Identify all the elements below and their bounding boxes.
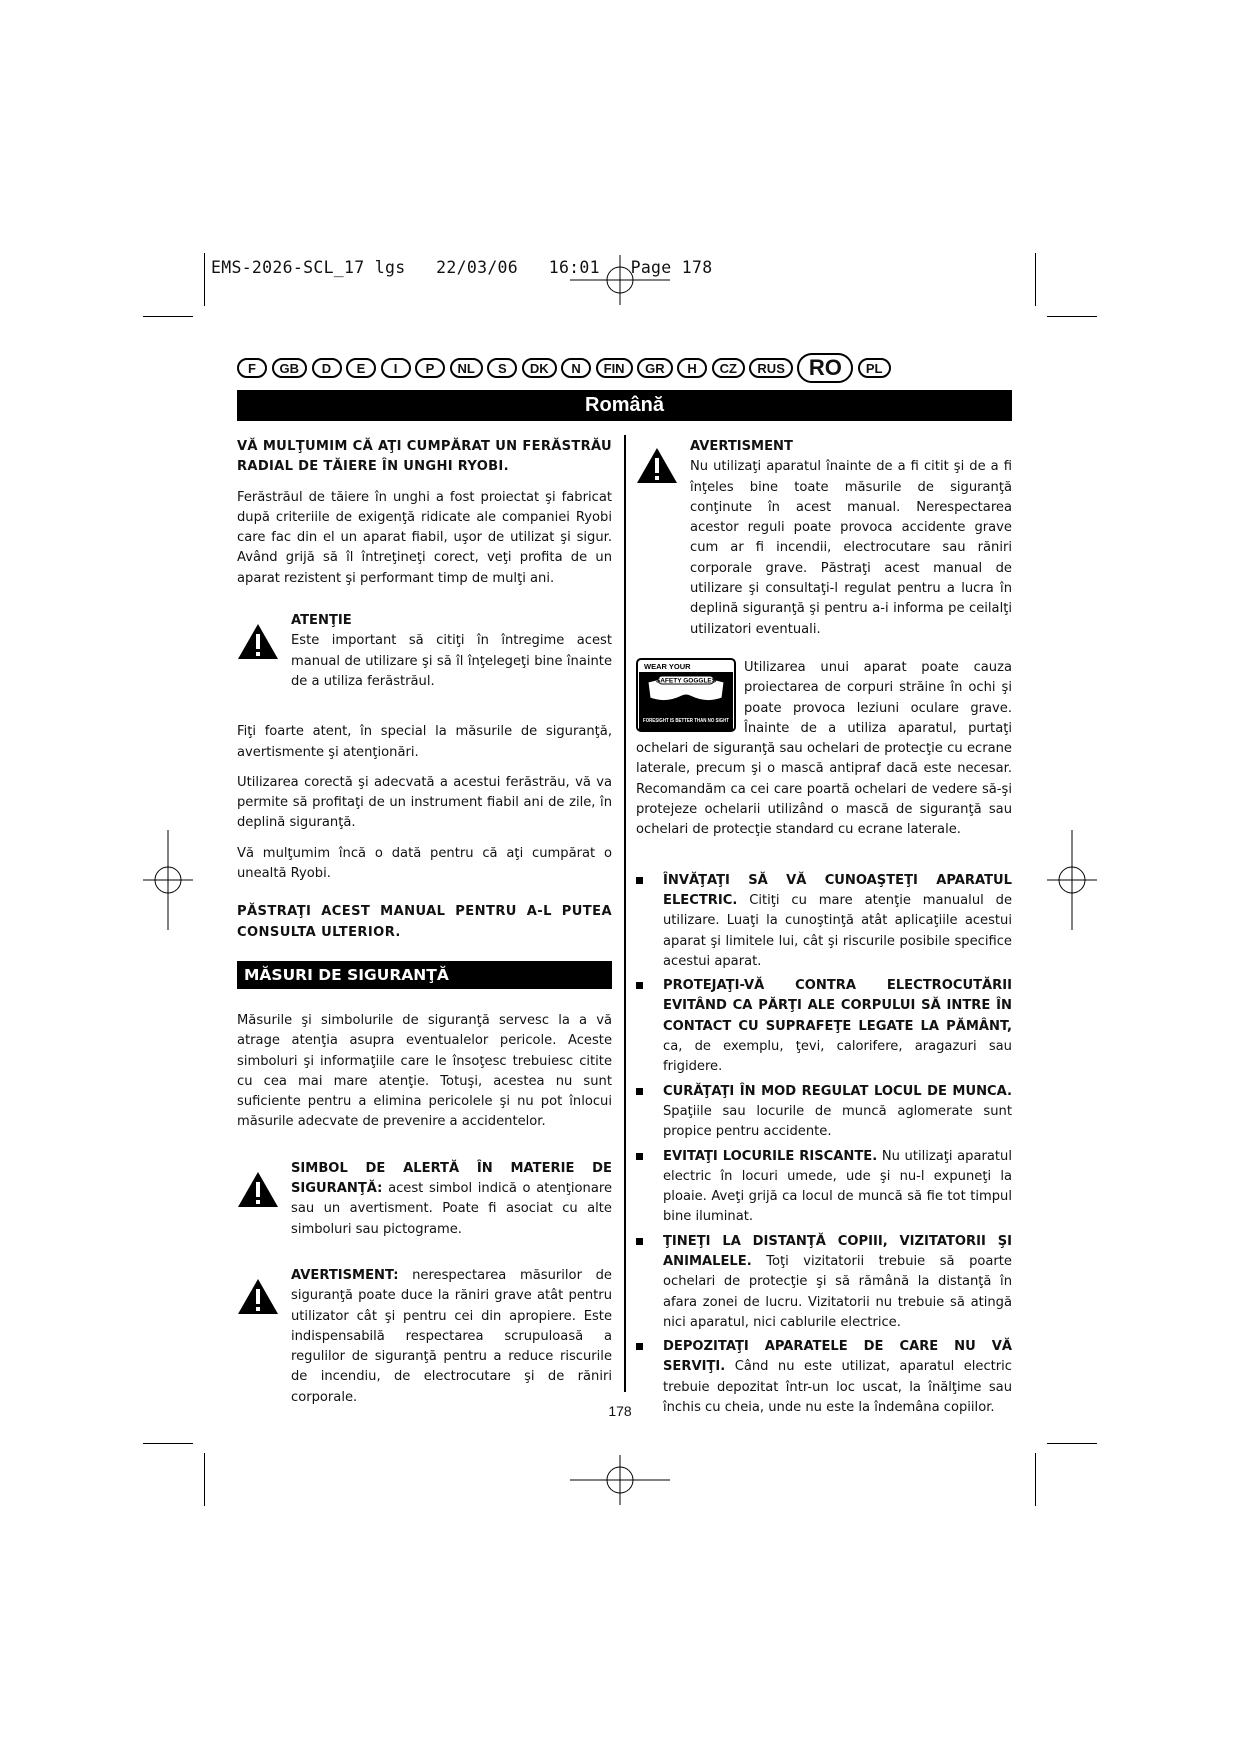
rule-text: Nu utilizaţi aparatul electric în locuri umede, ude şi nu-l expuneţi la ploaie. Aveţi grijă ca locul de muncă să fie tot timpul bine iluminat. [663, 1148, 1012, 1225]
goggles-block [636, 658, 1012, 841]
safety-goggles-icon [636, 658, 736, 732]
rule-title: ÎNVĂŢAŢI SĂ VĂ CUNOAŞTEŢI APARATUL ELECTRIC. [663, 872, 1012, 908]
warning-triangle-icon [237, 1159, 291, 1240]
keep-manual-notice: PĂSTRAŢI ACEST MANUAL PENTRU A-L PUTEA CONSULTA ULTERIOR. [237, 904, 612, 940]
crop-mark [1047, 316, 1097, 317]
rule-title: CURĂŢAŢI ÎN MOD REGULAT LOCUL DE MUNCA. [663, 1083, 1012, 1099]
language-tab[interactable]: PL [858, 358, 891, 378]
rule-text: Când nu este utilizat, aparatul electric trebuie depozitat într-un loc uscat, la înălţime sau închis cu cheia, unde nu este la îndemâna copiilor. [663, 1359, 1012, 1416]
attention-text: Este important să citiţi în întregime acest manual de utilizare şi să îl înţelegeţi bine înainte de a utiliza ferăstrăul. [291, 633, 612, 689]
attention-title: ATENŢIE [291, 613, 352, 629]
warning-title: AVERTISMENT [690, 439, 793, 454]
main-warning-block [636, 437, 1012, 640]
crop-mark [1047, 1443, 1097, 1444]
language-tab[interactable]: E [346, 358, 376, 378]
crop-mark [143, 316, 193, 317]
rule-text: ca, de exemplu, ţevi, calorifere, aragazuri sau frigidere. [663, 1039, 1012, 1075]
symbol-title: SIMBOL DE ALERTĂ ÎN MATERIE DE SIGURANŢĂ: [291, 1160, 612, 1197]
list-item [636, 871, 1012, 972]
warning-block [237, 1266, 612, 1408]
rule-text: Toţi vizitatorii trebuie să poarte ochelari de protecţie şi să rămână la distanţă în afara zonei de lucru. Vizitatorii nu trebuie să atingă nici aparatul, nici cablurile electrice. [663, 1253, 1012, 1330]
paragraph: Utilizarea corectă şi adecvată a acestui ferăstrău, vă va permite să profitaţi de un instrument fiabil ani de zile, în deplină siguranţă. [237, 774, 612, 831]
crop-mark [204, 1453, 205, 1506]
list-item [636, 1147, 1012, 1228]
language-tab[interactable]: NL [450, 358, 483, 378]
language-tab[interactable]: S [487, 358, 517, 378]
rule-text: Spaţiile sau locurile de muncă aglomerate sunt propice pentru accidente. [663, 1103, 1012, 1140]
column-divider [624, 435, 626, 1392]
rule-title: DEPOZITAŢI APARATELE DE CARE NU VĂ SERVIŢI. [663, 1339, 1012, 1375]
paragraph: Fiţi foarte atent, în special la măsurile de siguranţă, avertismente şi atenţionări. [237, 724, 612, 760]
goggles-label-bottom: FORESIGHT IS BETTER THAN NO SIGHT [643, 717, 729, 724]
registration-mark-left [143, 830, 193, 930]
registration-mark-right [1047, 830, 1097, 930]
safety-rules-list [636, 871, 1012, 1419]
goggles-label-top: WEAR YOUR [644, 661, 691, 671]
bullet-icon [636, 982, 643, 989]
attention-block [237, 611, 612, 692]
warning-text: nerespectarea măsurilor de siguranţă poate duce la răniri grave atât pentru utilizator cât şi pentru cei din apropiere. Este indispensabilă respectarea scrupuloasă a regulilor de siguranţă pentru a reduce riscurile de incendiu, de electrocutare şi de răniri corporale. [291, 1267, 612, 1405]
rule-title: ŢINEŢI LA DISTANŢĂ COPIII, VIZITATORII ŞI ANIMALELE. [663, 1233, 1012, 1269]
right-column [636, 437, 1012, 1422]
bullet-icon [636, 1153, 643, 1160]
warning-triangle-icon [237, 1266, 291, 1408]
language-tab[interactable]: I [381, 358, 411, 378]
registration-mark-bottom [570, 1455, 670, 1505]
goggles-text: Utilizarea unui aparat poate cauza proiectarea de corpuri străine în ochi şi poate provoca leziuni oculare grave. Înainte de a utiliza aparatul, purtaţi ochelari de siguranţă sau ochelari de protecţie cu ecrane laterale, precum şi o mască antipraf dacă este necesar. Recomandăm ca cei care poartă ochelari de vedere să-şi protejeze ochelarii utilizând o mască de siguranţă sau ochelari de protecţie standard cu ecrane laterale. [636, 659, 1012, 838]
bullet-icon [636, 1343, 643, 1350]
language-selector [237, 352, 895, 384]
warning-text: Nu utilizaţi aparatul înainte de a fi citit şi de a fi înţeles bine toate măsurile de siguranţă conţinute în acest manual. Nerespectarea acestor reguli poate provoca accidente grave cum ar fi incendii, electrocutare sau răniri corporale grave. Păstraţi acest manual de utilizare şi consultaţi-l regulat pentru a lucra în deplină siguranţă şi pentru a-i informa pe ceilalţi utilizatori eventuali. [690, 459, 1012, 637]
section-heading: MĂSURI DE SIGURANŢĂ [237, 961, 612, 989]
language-tab[interactable]: D [312, 358, 342, 378]
left-column [237, 437, 612, 1422]
language-tab[interactable]: GR [637, 358, 673, 378]
language-tab[interactable]: FIN [596, 358, 633, 378]
symbol-text: acest simbol indică o atenţionare sau un avertisment. Poate fi asociat cu alte simboluri sau pictograme. [291, 1181, 612, 1237]
warning-triangle-icon [636, 437, 690, 640]
registration-mark-top [570, 255, 670, 305]
goggles-label-mid: SAFETY GOGGLES [655, 677, 717, 685]
bullet-icon [636, 877, 643, 884]
language-tab[interactable]: GB [272, 358, 308, 378]
language-tab[interactable]: F [237, 358, 267, 378]
list-item [636, 1232, 1012, 1333]
list-item [636, 1082, 1012, 1143]
language-tab[interactable]: N [561, 358, 591, 378]
safety-intro: Măsurile şi simbolurile de siguranţă servesc la a vă atrage atenţia asupra eventualelor pericole. Aceste simboluri şi informaţiile care le însoţesc trebuiesc citite cu cea mai mare atenţie. Totuşi, acestea nu sunt suficiente pentru a elimina pericolele şi nu pot înlocui măsurile adecvate de prevenire a accidentelor. [237, 1012, 612, 1130]
warning-triangle-icon [237, 611, 291, 692]
crop-mark [1035, 1453, 1036, 1506]
rule-title: PROTEJAŢI-VĂ CONTRA ELECTROCUTĂRII EVITÂND CA PĂRŢI ALE CORPULUI SĂ INTRE ÎN CONTACT CU SUPRAFEŢE LEGATE LA PĂMÂNT, [663, 978, 1012, 1034]
language-tab[interactable]: P [415, 358, 445, 378]
language-tab-active[interactable]: RO [797, 353, 853, 383]
warning-title: AVERTISMENT: [291, 1267, 399, 1283]
crop-mark [143, 1443, 193, 1444]
page-title: Română [237, 390, 1012, 421]
intro-paragraph: Ferăstrăul de tăiere în unghi a fost proiectat şi fabricat după criteriile de exigenţă ridicate ale companiei Ryobi care fac din el un aparat fiabil, uşor de utilizat şi sigur. Având grijă să îl întreţineţi corect, veţi profita de un aparat rezistent şi performant timp de mulţi ani. [237, 489, 612, 586]
crop-mark [204, 253, 205, 306]
crop-mark [1035, 253, 1036, 306]
language-tab[interactable]: DK [522, 358, 557, 378]
paragraph: Vă mulţumim încă o dată pentru că aţi cumpărat o unealtă Ryobi. [237, 845, 612, 882]
list-item [636, 976, 1012, 1077]
rule-text: Citiţi cu mare atenţie manualul de utilizare. Luaţi la cunoştinţă atât aplicaţiile acestui aparat şi limitele lui, cât şi riscurile posibile specifice acestui aparat. [663, 892, 1012, 969]
intro-heading: VĂ MULŢUMIM CĂ AŢI CUMPĂRAT UN FERĂSTRĂU RADIAL DE TĂIERE ÎN UNGHI RYOBI. [237, 439, 612, 475]
bullet-icon [636, 1238, 643, 1245]
rule-title: EVITAŢI LOCURILE RISCANTE. [663, 1148, 878, 1164]
page-number: 178 [608, 1403, 632, 1419]
language-tab[interactable]: H [677, 358, 707, 378]
safety-symbol-block [237, 1159, 612, 1240]
language-tab[interactable]: CZ [712, 358, 745, 378]
printer-slug: EMS-2026-SCL_17 lgs 22/03/06 16:01 Page 178 [211, 258, 713, 277]
bullet-icon [636, 1088, 643, 1095]
language-tab[interactable]: RUS [749, 358, 792, 378]
